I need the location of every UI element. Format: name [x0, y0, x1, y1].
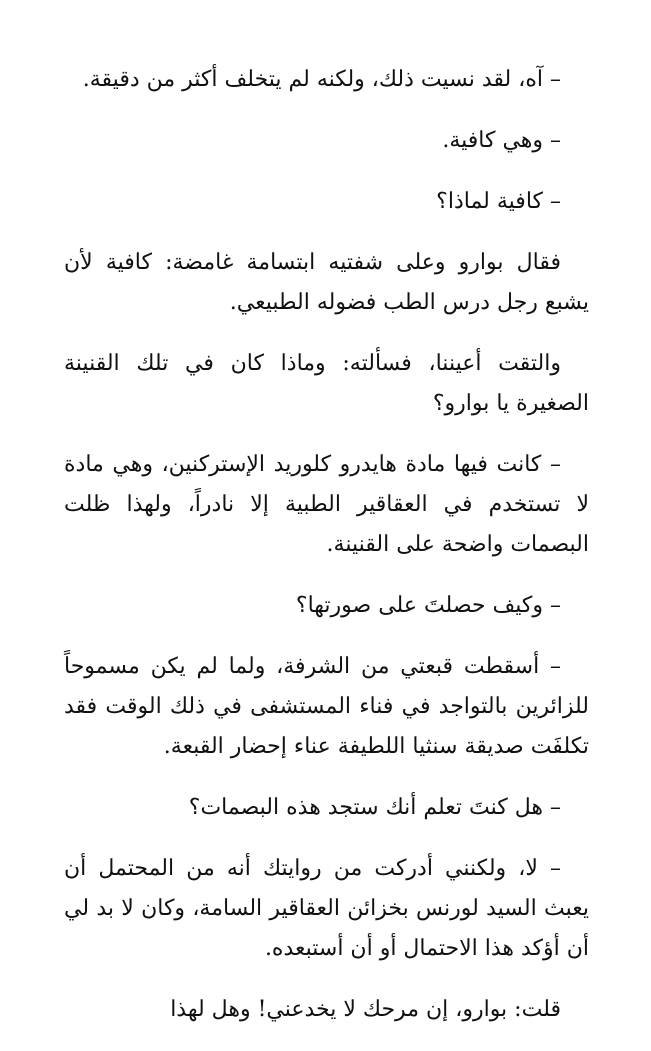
- paragraph-11: قلت: بوارو، إن مرحك لا يخدعني! وهل لهذا: [170, 997, 561, 1022]
- paragraph-4: فقال بوارو وعلى شفتيه ابتسامة غامضة: كافية لأن يشبع رجل درس الطب فضوله الطبيعي.: [64, 250, 589, 315]
- paragraph-3: – كافية لماذا؟: [436, 189, 561, 214]
- paragraph-5: والتقت أعيننا، فسألته: وماذا كان في تلك القنينة الصغيرة يا بوارو؟: [64, 351, 589, 416]
- paragraph-8: – أسقطت قبعتي من الشرفة، ولما لم يكن مسموحاً للزائرين بالتواجد في فناء المستشفى في ذلك الوقت فقد تكلفَت صديقة سنثيا اللطيفة عناء إحضار القبعة.: [64, 654, 589, 759]
- paragraph-2: – وهي كافية.: [442, 128, 561, 153]
- paragraph-7: – وكيف حصلتَ على صورتها؟: [295, 593, 561, 618]
- book-page: [64, 60, 589, 1051]
- paragraph-10: – لا، ولكنني أدركت من روايتك أنه من المحتمل أن يعبث السيد لورنس بخزائن العقاقير السامة، وكان لا بد لي أن أؤكد هذا الاحتمال أو أن أستبعده.: [64, 856, 589, 961]
- paragraph-9: – هل كنتَ تعلم أنك ستجد هذه البصمات؟: [188, 795, 561, 820]
- paragraph-1: – آه، لقد نسيت ذلك، ولكنه لم يتخلف أكثر من دقيقة.: [82, 67, 561, 92]
- paragraph-6: – كانت فيها مادة هايدرو كلوريد الإستركنين، وهي مادة لا تستخدم في العقاقير الطبية إلا نادراً، ولهذا ظلت البصمات واضحة على القنينة.: [64, 452, 589, 557]
